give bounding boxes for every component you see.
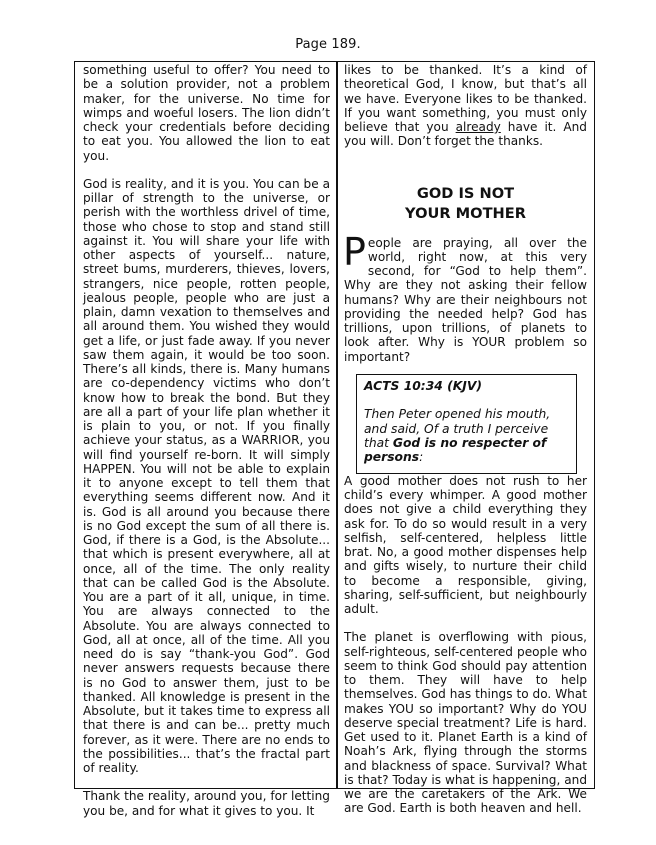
left-column xyxy=(83,63,330,818)
scripture-text xyxy=(364,407,568,465)
text-frame xyxy=(74,61,595,818)
page-number: Page 189. xyxy=(295,37,361,52)
paragraph: something useful to offer? You need to be a solution provider, not a problem maker, for the universe. No time for wimps and woeful losers. The lion didn’t check your credentials before deciding to eat you. You allowed the lion to eat you. xyxy=(83,63,330,163)
scripture-end: : xyxy=(419,450,424,465)
underlined-word: already xyxy=(455,120,501,134)
intro-paragraph xyxy=(344,63,587,149)
section-heading-line-2: YOUR MOTHER xyxy=(405,204,526,222)
paragraph: Thank the reality, around you, for letting you be, and for what it gives to you. It xyxy=(83,789,330,818)
section-heading xyxy=(344,184,587,224)
dropcap-paragraph xyxy=(343,229,587,364)
drop-cap: P xyxy=(343,229,366,274)
intro-text: likes to be thanked. It’s a kind of theoretical God, I know, but that’s all we have. Everyone likes to be thanked. If you want something, you must only believe that you xyxy=(344,63,587,134)
right-column xyxy=(344,63,587,816)
intro-text-end: have it. And you will. Don’t forget the thanks. xyxy=(344,120,587,149)
scripture-quote-box xyxy=(356,374,577,474)
paragraph-gap xyxy=(83,775,330,789)
paragraph: God is reality, and it is you. You can be a pillar of strength to the universe, or perish with the worthless drivel of time, those who chose to stop and stand still against it. You will share your life with other aspects of yourself... nature, street bums, murderers, thieves, lovers, strangers, nice people, rotten people, jealous people, people who are just a plain, damn vexation to themselves and all around them. You wished they would get a life, or just fade away. If you never saw them again, it would be too soon. There’s all kinds, there is. Many humans are co-dependency victims who don’t know how to break the bond. But they are all a part of your life plan whether it is plain to you, or not. If you finally achieve your status, as a WARRIOR, you will find yourself re-born. It will simply HAPPEN. You will not be able to explain it to anyone except to tell them that everything seems different now. And it is. God is all around you because there is no God except the sum of all there is. God, if there is a God, is the Absolute... that which is present everywhere, all at once, all of the time. The only reality that can be called God is the Absolute. You are a part of it all, unique, in time. You are always connected to the Absolute. You are always connected to God, all at once, all of the time. All you need do is say “thank-you God”. God never answers requests because there is no God to answer them, just to be thanked. All knowledge is present in the Absolute, but it takes time to express all that there is and can be... pretty much forever, as it were. There are no ends to the possibilities... that’s the fractal part of reality. xyxy=(83,176,330,775)
dropcap-paragraph-text: eople are praying, all over the world, right now, at this very second, for “God to help them”. Why are they not asking their fellow humans? Why are their neighbours not providing the needed help? God has trillions, upon trillions, of planets to look after. Why is YOUR problem so important? xyxy=(344,235,587,364)
paragraph: The planet is overflowing with pious, self-righteous, self-centered people who seem to think God should pay attention to them. They will have to help themselves. God has things to do. What makes YOU so important? Why do YOU deserve special treatment? Life is hard. Get used to it. Planet Earth is a kind of Noah’s Ark, flying through the storms and blackness of space. Survival? What is that? Today is what is happening, and we are the caretakers of the Ark. We are God. Earth is both heaven and hell. xyxy=(344,630,587,816)
scripture-bold-text: God is no respecter of persons xyxy=(364,435,547,465)
section-heading-line-1: GOD IS NOT xyxy=(416,184,515,202)
paragraph-gap xyxy=(83,163,330,177)
scripture-plain-text: Then Peter opened his mouth, and said, Of a truth I perceive that xyxy=(364,407,551,450)
paragraph-gap xyxy=(344,616,587,630)
column-divider xyxy=(336,62,338,788)
scripture-reference: ACTS 10:34 (KJV) xyxy=(364,378,482,393)
paragraph: A good mother does not rush to her child’s every whimper. A good mother does not give a child everything they ask for. To do so would result in a very selfish, self-centered, helpless little brat. No, a good mother dispenses help and gifts wisely, to nurture their child to become a responsible, giving, sharing, self-sufficient, but neighbourly adult. xyxy=(344,473,587,617)
